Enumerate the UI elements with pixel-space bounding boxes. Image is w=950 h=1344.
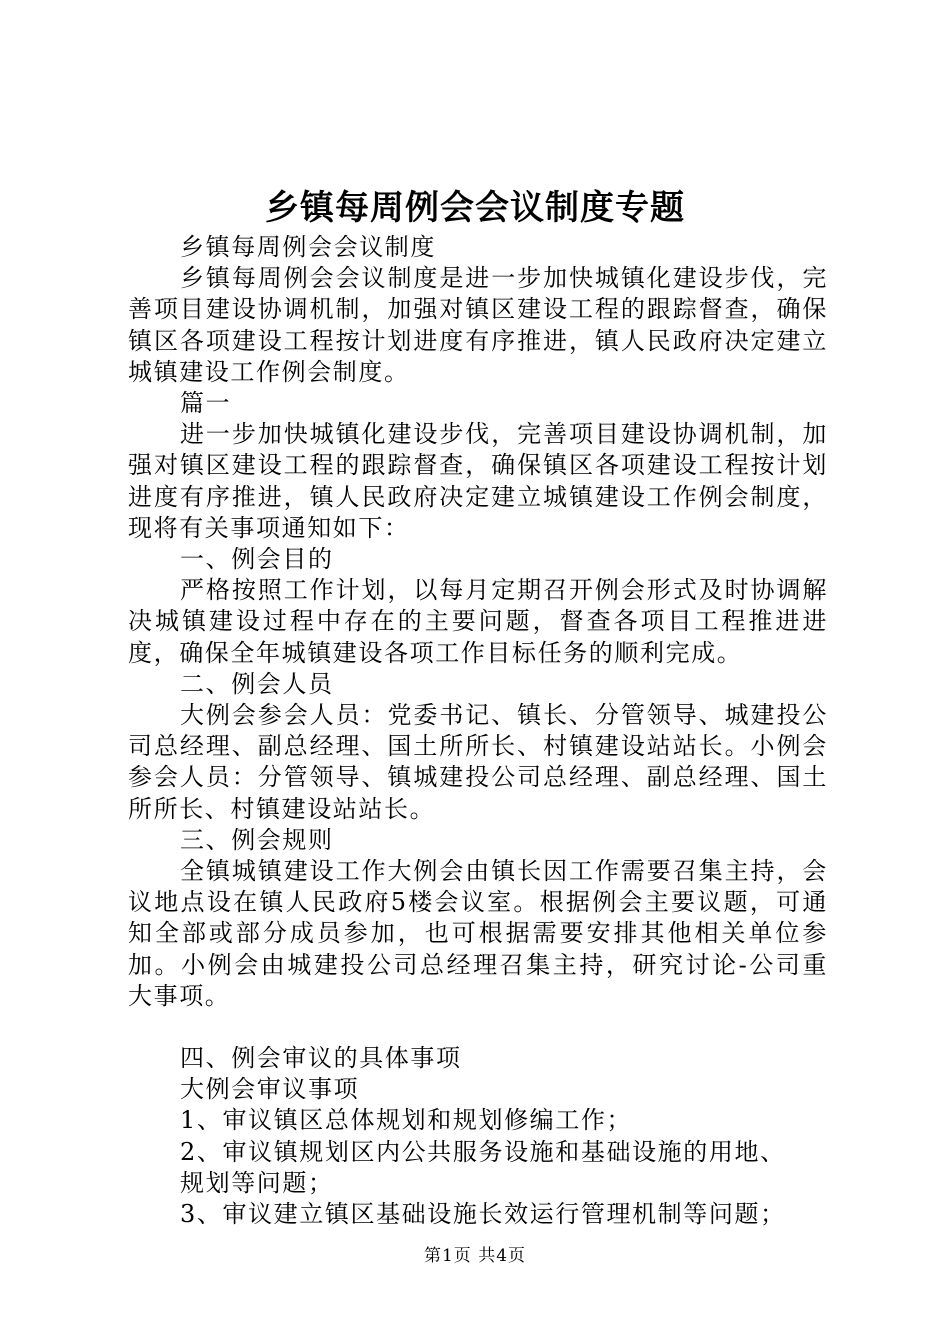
document-subtitle: 乡镇每周例会会议制度 [180, 233, 436, 261]
pian-paragraph: 进一步加快城镇化建设步伐，完善项目建设协调机制，加强对镇区建设工程的跟踪督查，确保镇区各项建设工程按计划进度有序推进，镇人民政府决定建立城镇建设工作例会制度，现将有关事项通知如下： [128, 420, 828, 542]
intro-paragraph: 乡镇每周例会会议制度是进一步加快城镇化建设步伐，完善项目建设协调机制，加强对镇区建设工程的跟踪督查，确保镇区各项建设工程按计划进度有序推进，镇人民政府决定建立城镇建设工作例会制度。 [128, 264, 828, 386]
document-body [128, 232, 828, 1230]
rules-paragraph: 全镇城镇建设工作大例会由镇长因工作需要召集主持，会议地点设在镇人民政府5楼会议室。根据例会主要议题，可通知全部或部分成员参加，也可根据需要安排其他相关单位参加。小例会由城建投公司总经理召集主持，研究讨论-公司重大事项。 [128, 857, 828, 1010]
section-heading-members: 二、例会人员 [180, 669, 334, 698]
purpose-paragraph: 严格按照工作计划，以每月定期召开例会形式及时协调解决城镇建设过程中存在的主要问题，督查各项目工程推进进度，确保全年城镇建设各项工作目标任务的顺利完成。 [128, 576, 828, 667]
matters-subheading: 大例会审议事项 [180, 1075, 360, 1104]
members-paragraph: 大例会参会人员：党委书记、镇长、分管领导、城建投公司总经理、副总经理、国土所所长、村镇建设站站长。小例会参会人员：分管领导、镇城建投公司总经理、副总经理、国土所所长、村镇建设站站长。 [128, 701, 828, 823]
list-item-continuation: 规划等问题； [180, 1168, 334, 1197]
page-footer: 第1页 共4页 [423, 1246, 527, 1266]
section-heading-rules: 三、例会规则 [180, 825, 334, 854]
document-title: 乡镇每周例会会议制度专题 [265, 188, 685, 228]
section-heading-pian: 篇一 [180, 389, 232, 418]
section-heading-purpose: 一、例会目的 [180, 545, 334, 574]
list-item: 2、审议镇规划区内公共服务设施和基础设施的用地、 [180, 1137, 786, 1166]
list-item: 1、审议镇区总体规划和规划修编工作； [180, 1106, 633, 1135]
section-heading-matters: 四、例会审议的具体事项 [180, 1044, 462, 1073]
list-item: 3、审议建立镇区基础设施长效运行管理机制等问题； [180, 1200, 786, 1229]
paragraph-gap [128, 1012, 828, 1043]
